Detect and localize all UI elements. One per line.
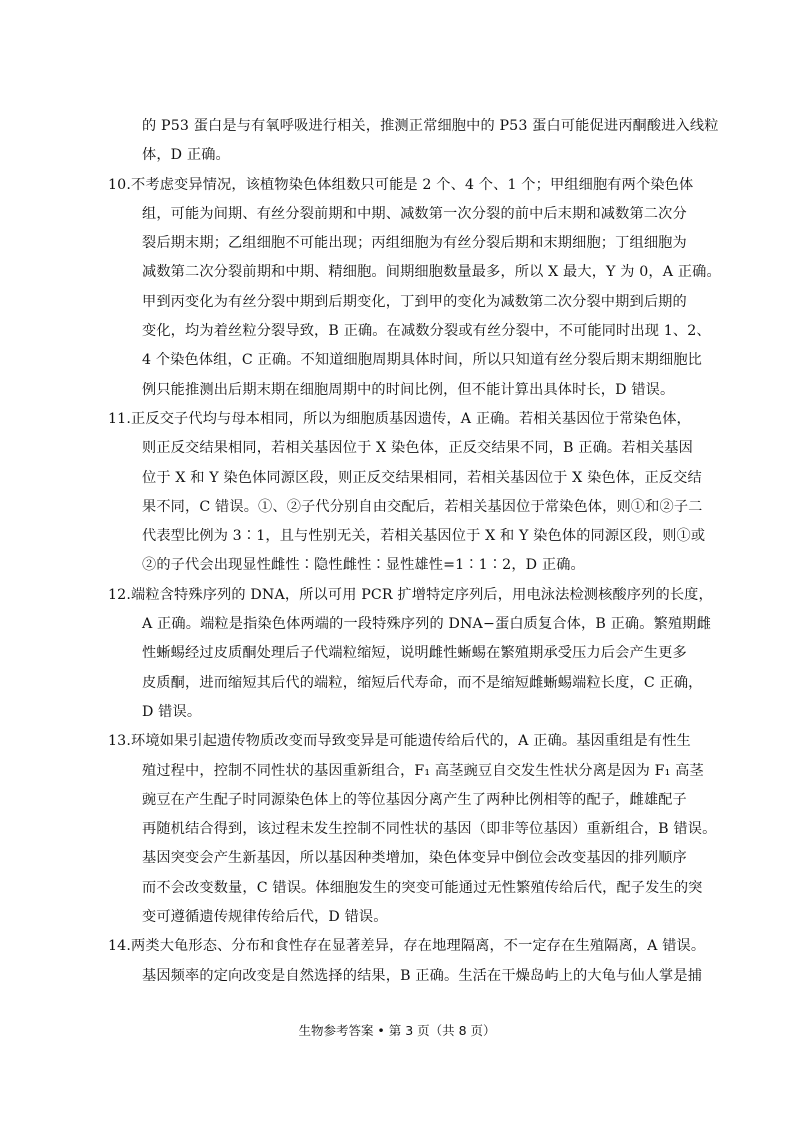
text-line: 则正反交结果相同，若相关基因位于 X 染色体，正反交结果不同，B 正确。若相关基因 xyxy=(142,440,693,457)
text-line: 减数第二次分裂前期和中期、精细胞。间期细胞数量最多，所以 X 最大，Y 为 0，A 正确。 xyxy=(142,264,721,281)
item-number: 14. xyxy=(108,938,132,955)
text-line: 组，可能为间期、有丝分裂前期和中期、减数第一次分裂的前中后末期和减数第二次分 xyxy=(142,205,687,222)
text-line: 裂后期末期；乙组细胞不可能出现；丙组细胞为有丝分裂后期和末期细胞；丁组细胞为 xyxy=(142,235,687,252)
text-line: 基因频率的定向改变是自然选择的结果，B 正确。生活在干燥岛屿上的大龟与仙人掌是捕 xyxy=(142,967,703,984)
intro-paragraph xyxy=(108,112,719,171)
answer-item-10 xyxy=(108,171,721,405)
text-line: 体，D 正确。 xyxy=(142,147,230,164)
text-line: 正反交子代均与母本相同，所以为细胞质基因遗传，A 正确。若相关基因位于常染色体， xyxy=(131,410,691,427)
answer-content xyxy=(108,112,721,991)
answer-item-13 xyxy=(108,727,717,932)
text-line: 端粒含特殊序列的 DNA，所以可用 PCR 扩增特定序列后，用电泳法检测核酸序列的长度， xyxy=(131,586,713,603)
item-number: 12. xyxy=(108,586,132,603)
text-line: 的 P53 蛋白是与有氧呼吸进行相关，推测正常细胞中的 P53 蛋白可能促进丙酮酸进入线粒 xyxy=(142,118,719,134)
answer-item-12 xyxy=(108,581,713,727)
text-line: 性蜥蜴经过皮质酮处理后子代端粒缩短，说明雌性蜥蜴在繁殖期承受压力后会产生更多 xyxy=(142,645,687,662)
text-line: 不考虑变异情况，该植物染色体组数只可能是 2 个、4 个、1 个；甲组细胞有两个染色体 xyxy=(131,176,694,193)
item-number: 13. xyxy=(108,733,132,750)
text-line: 甲到丙变化为有丝分裂中期到后期变化，丁到甲的变化为减数第二次分裂中期到后期的 xyxy=(142,293,687,310)
text-line: 变化，均为着丝粒分裂导致，B 正确。在减数分裂或有丝分裂中，不可能同时出现 1、2、 xyxy=(142,323,711,340)
text-line: 位于 X 和 Y 染色体同源区段，则正反交结果相同，若相关基因位于 X 染色体，正反交结 xyxy=(142,469,702,486)
item-number: 10. xyxy=(108,176,132,193)
text-line: 而不会改变数量，C 错误。体细胞发生的突变可能通过无性繁殖传给后代，配子发生的突 xyxy=(142,879,703,896)
text-line: 皮质酮，进而缩短其后代的端粒，缩短后代寿命，而不是缩短雌蜥蜴端粒长度，C 正确， xyxy=(142,674,703,691)
text-line: ②的子代会出现显性雌性∶隐性雌性∶显性雄性=1∶1∶2，D 正确。 xyxy=(142,557,585,574)
text-line: 例只能推测出后期末期在细胞周期中的时间比例，但不能计算出具体时长，D 错误。 xyxy=(142,381,675,398)
answer-item-14 xyxy=(108,932,706,991)
text-line: 基因突变会产生新基因，所以基因种类增加，染色体变异中倒位会改变基因的排列顺序 xyxy=(142,850,687,867)
text-line: 两类大龟形态、分布和食性存在显著差异，存在地理隔离，不一定存在生殖隔离，A 错误。 xyxy=(131,938,706,955)
text-line: 再随机结合得到，该过程未发生控制不同性状的基因（即非等位基因）重新组合，B 错误。 xyxy=(142,821,717,838)
text-line: 环境如果引起遗传物质改变而导致变异是可能遗传给后代的，A 正确。基因重组是有性生 xyxy=(131,733,691,750)
item-number: 11. xyxy=(108,410,132,427)
text-line: 果不同，C 错误。①、②子代分别自由交配后，若相关基因位于常染色体，则①和②子二 xyxy=(142,498,703,515)
text-line: A 正确。端粒是指染色体两端的一段特殊序列的 DNA−蛋白质复合体，B 正确。繁殖期雌 xyxy=(142,616,711,633)
text-line: 代表型比例为 3∶1，且与性别无关，若相关基因位于 X 和 Y 染色体的同源区段，则①或 xyxy=(142,528,706,545)
text-line: D 错误。 xyxy=(142,703,202,720)
answer-item-11 xyxy=(108,405,706,581)
text-line: 殖过程中，控制不同性状的基因重新组合，F₁ 高茎豌豆自交发生性状分离是因为 F₁ 高茎 xyxy=(142,762,704,779)
text-line: 变可遵循遗传规律传给后代，D 错误。 xyxy=(142,909,388,926)
text-line: 豌豆在产生配子时同源染色体上的等位基因分离产生了两种比例相等的配子，雌雄配子 xyxy=(142,791,687,808)
page-footer: 生物参考答案 • 第 3 页（共 8 页） xyxy=(298,1023,496,1038)
text-line: 4 个染色体组，C 正确。不知道细胞周期具体时间，所以只知道有丝分裂后期末期细胞比 xyxy=(142,352,702,369)
